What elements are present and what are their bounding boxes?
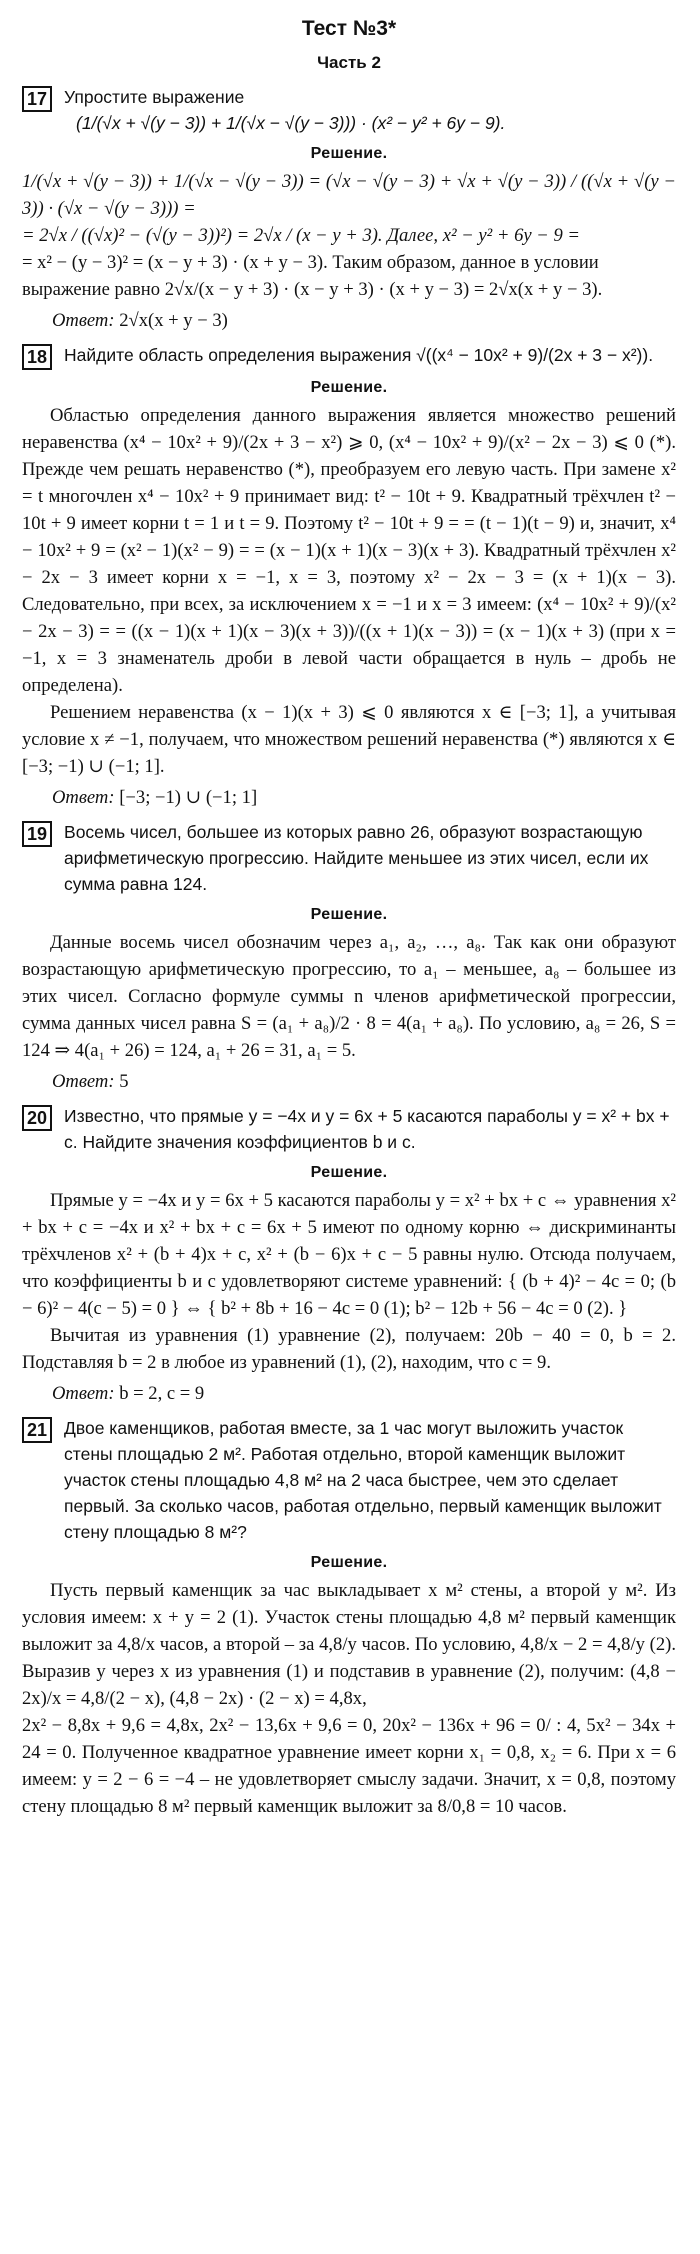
solution-paragraph: Пусть первый каменщик за час выкладывает x м² стены, а второй y м². Из условия имеем: x + y = 2 (1). Участок стены площадью 4,8 м² первый каменщик выложит за 4,8/x часов, а второй – за 4,8/y часов. По условию, 4,8/x − 2 = 4,8/y (2). Выразив y через x из уравнения (1) и подставив в уравнение (2), получим: (4,8 − 2x)/x = 4,8/(2 − x), (4,8 − 2x) · (2 − x) = 4,8x,: [22, 1580, 676, 1709]
solution-line: = 2√x / ((√x)² − (√(y − 3))²) = 2√x / (x − y + 3). Далее, x² − y² + 6y − 9 =: [22, 225, 580, 246]
solution-title: Решение.: [310, 145, 388, 162]
answer-label: Ответ:: [52, 1383, 115, 1404]
task-18: [22, 342, 676, 811]
solution-paragraph: 2x² − 8,8x + 9,6 = 4,8x, 2x² − 13,6x + 9,6 = 0, 20x² − 136x + 96 = 0/ : 4, 5x² − 34x + 24 = 0. Полученное квадратное уравнение имеет корни x₁ = 0,8, x₂ = 6. При x = 6 имеем: y = 2 − 6 = −4 – не удовлетворяет смыслу задачи. Значит, x = 0,8, поэтому стену площадью 8 м² первый каменщик выложит за 8/0,8 = 10 часов.: [22, 1715, 676, 1817]
answer: [52, 307, 676, 334]
solution-title: Решение.: [310, 1554, 388, 1571]
solution-title: Решение.: [310, 379, 388, 396]
task-21-header: [22, 1415, 676, 1545]
task-statement: [64, 84, 676, 136]
answer: [52, 1068, 676, 1095]
part-title: Часть 2: [317, 53, 381, 72]
task-formula: (1/(√x + √(y − 3)) + 1/(√x − √(y − 3))) · (x² − y² + 6y − 9).: [76, 113, 506, 133]
answer: [52, 784, 676, 811]
answer: [52, 1380, 676, 1407]
solution-title: Решение.: [310, 906, 388, 923]
solution-title: Решение.: [310, 1164, 388, 1181]
solution-body: [22, 929, 676, 1064]
test-title: Тест №3*: [301, 17, 397, 40]
answer-label: Ответ:: [52, 310, 115, 331]
task-20: [22, 1103, 676, 1407]
solution-paragraph: Прямые y = −4x и y = 6x + 5 касаются параболы y = x² + bx + c ⇔ уравнения x² + bx + c = −4x и x² + bx + c = 6x + 5 имеют по одному корню ⇔ дискриминанты трёхчленов x² + (b + 4)x + c, x² + (b − 6)x + c − 5 равны нулю. Отсюда получаем, что коэффициенты b и c удовлетворяют системе уравнений: { (b + 4)² − 4c = 0; (b − 6)² − 4(c − 5) = 0 } ⇔ { b² + 8b + 16 − 4c = 0 (1); b² − 12b + 56 − 4c = 0 (2). }: [22, 1190, 676, 1319]
task-statement: Найдите область определения выражения √((x⁴ − 10x² + 9)/(2x + 3 − x²)).: [64, 345, 654, 365]
task-statement: Известно, что прямые y = −4x и y = 6x + 5 касаются параболы y = x² + bx + c. Найдите значения коэффициентов b и c.: [64, 1106, 670, 1152]
solution-paragraph: Решением неравенства (x − 1)(x + 3) ⩽ 0 являются x ∈ [−3; 1], а учитывая условие x ≠ −1, получаем, что множеством решений неравенства (*) являются x ∈ [−3; −1) ∪ (−1; 1].: [22, 702, 676, 777]
task-19: [22, 819, 676, 1095]
answer-value: [−3; −1) ∪ (−1; 1]: [119, 787, 258, 808]
answer-value: 2√x(x + y − 3): [119, 310, 228, 331]
solution-line: выражение равно 2√x/(x − y + 3) · (x − y + 3) · (x + y − 3) = 2√x(x + y − 3).: [22, 279, 603, 300]
answer-value: b = 2, c = 9: [119, 1383, 205, 1404]
task-number: 19: [22, 821, 52, 847]
answer-label: Ответ:: [52, 787, 115, 808]
solution-paragraph: Вычитая из уравнения (1) уравнение (2), получаем: 20b − 40 = 0, b = 2. Подставляя b = 2 в любое из уравнений (1), (2), находим, что c = 9.: [22, 1325, 676, 1373]
answer-label: Ответ:: [52, 1071, 115, 1092]
solution-line: 1/(√x + √(y − 3)) + 1/(√x − √(y − 3)) = (√x − √(y − 3) + √x + √(y − 3)) / ((√x + √(y − 3)) · (√x − √(y − 3))) =: [22, 171, 676, 219]
solution-paragraph: Областью определения данного выражения является множество решений неравенства (x⁴ − 10x² + 9)/(2x + 3 − x²) ⩾ 0, (x⁴ − 10x² + 9)/(x² − 2x − 3) ⩽ 0 (*). Прежде чем решать неравенство (*), преобразуем его левую часть. При замене x² = t многочлен x⁴ − 10x² + 9 принимает вид: t² − 10t + 9. Квадратный трёхчлен t² − 10t + 9 имеет корни t = 1 и t = 9. Поэтому t² − 10t + 9 = = (t − 1)(t − 9) и, значит, x⁴ − 10x² + 9 = (x² − 1)(x² − 9) = = (x − 1)(x + 1)(x − 3)(x + 3). Квадратный трёхчлен x² − 2x − 3 имеет корни x = −1, x = 3, поэтому x² − 2x − 3 = (x + 1)(x − 3). Следовательно, при всех, за исключением x = −1 и x = 3 имеем: (x⁴ − 10x² + 9)/(x² − 2x − 3) = = ((x − 1)(x + 1)(x − 3)(x + 3))/((x + 1)(x − 3)) = (x − 1)(x + 3) (при x = −1, x = 3 знаменатель дроби в левой части обращается в нуль – дробь не определена).: [22, 405, 676, 696]
solution-body: [22, 402, 676, 780]
task-number: 18: [22, 344, 52, 370]
task-18-header: [22, 342, 676, 370]
task-number: 17: [22, 86, 52, 112]
solution-line: = x² − (y − 3)² = (x − y + 3) · (x + y − 3). Таким образом, данное в условии: [22, 252, 599, 273]
task-number: 20: [22, 1105, 52, 1131]
task-number: 21: [22, 1417, 52, 1443]
solution-body: [22, 168, 676, 303]
task-statement: Двое каменщиков, работая вместе, за 1 час могут выложить участок стены площадью 2 м². Работая отдельно, второй каменщик выложит участок стены площадью 4,8 м² на 2 часа быстрее, чем это сделает первый. За сколько часов, работая отдельно, первый каменщик выложит стену площадью 8 м²?: [64, 1418, 662, 1542]
task-20-header: [22, 1103, 676, 1155]
solution-paragraph: Данные восемь чисел обозначим через a₁, a₂, …, a₈. Так как они образуют возрастающую арифметическую прогрессию, то a₁ – меньшее, a₈ – большее из этих чисел. Согласно формуле суммы n членов арифметической прогрессии, сумма данных чисел равна S = (a₁ + a₈)/2 · 8 = 4(a₁ + a₈). По условию, a₈ = 26, S = 124 ⇒ 4(a₁ + 26) = 124, a₁ + 26 = 31, a₁ = 5.: [22, 932, 676, 1061]
task-21: [22, 1415, 676, 1820]
task-19-header: [22, 819, 676, 897]
solution-body: [22, 1577, 676, 1820]
task-statement-text: Упростите выражение: [64, 87, 245, 107]
answer-value: 5: [119, 1071, 129, 1092]
task-17-header: [22, 84, 676, 136]
task-17: [22, 84, 676, 334]
solution-body: [22, 1187, 676, 1376]
task-statement: Восемь чисел, большее из которых равно 26, образуют возрастающую арифметическую прогрессию. Найдите меньшее из этих чисел, если их сумма равна 124.: [64, 822, 649, 894]
